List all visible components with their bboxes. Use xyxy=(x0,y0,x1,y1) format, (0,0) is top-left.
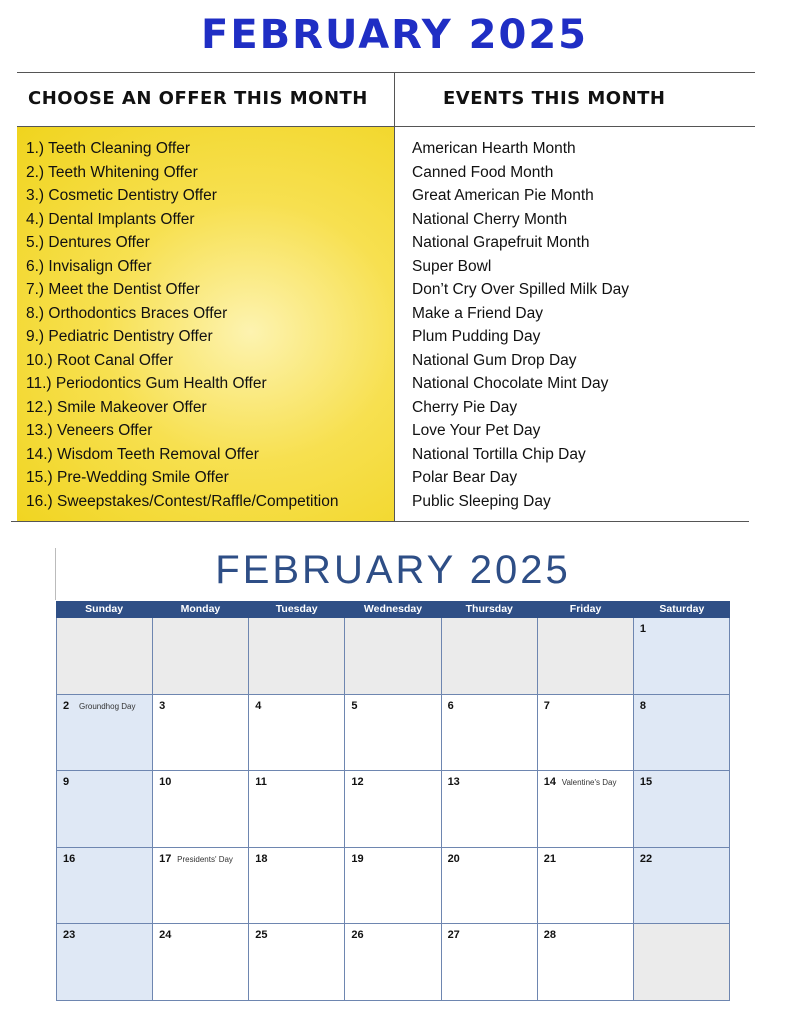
event-item: Great American Pie Month xyxy=(412,187,594,204)
day-number: 24 xyxy=(159,929,172,942)
calendar-day-cell xyxy=(442,771,538,848)
calendar-day-cell xyxy=(57,695,153,772)
offer-item: 7.) Meet the Dentist Offer xyxy=(26,281,200,298)
offer-item: 3.) Cosmetic Dentistry Offer xyxy=(26,187,217,204)
offers-column-header: CHOOSE AN OFFER THIS MONTH xyxy=(28,88,368,109)
calendar-day-cell xyxy=(634,618,730,695)
calendar-day-cell xyxy=(345,848,441,925)
event-item: American Hearth Month xyxy=(412,140,576,157)
day-number: 26 xyxy=(351,929,364,942)
day-number: 23 xyxy=(63,929,76,942)
calendar-empty-cell xyxy=(249,618,345,695)
offer-item: 10.) Root Canal Offer xyxy=(26,351,174,369)
calendar-empty-cell xyxy=(634,924,730,1001)
event-item: Public Sleeping Day xyxy=(412,492,551,510)
event-item: National Grapefruit Month xyxy=(412,234,590,251)
day-number: 13 xyxy=(447,776,460,789)
event-item: National Gum Drop Day xyxy=(412,351,577,369)
event-item: Love Your Pet Day xyxy=(412,422,541,439)
calendar-empty-cell xyxy=(153,618,249,695)
offer-item: 15.) Pre-Wedding Smile Offer xyxy=(26,469,229,486)
day-number: 9 xyxy=(63,776,70,789)
offer-item: 8.) Orthodontics Braces Offer xyxy=(26,304,228,322)
calendar-day-cell xyxy=(442,924,538,1001)
day-number: 11 xyxy=(255,776,267,789)
event-item: National Tortilla Chip Day xyxy=(412,445,586,463)
weekday-label: Wednesday xyxy=(363,603,423,615)
event-item: Plum Pudding Day xyxy=(412,328,541,345)
day-number: 4 xyxy=(255,699,262,712)
offer-item: 4.) Dental Implants Offer xyxy=(26,210,195,228)
event-item: Don’t Cry Over Spilled Milk Day xyxy=(412,281,630,298)
calendar-day-cell xyxy=(538,695,634,772)
calendar-day-cell xyxy=(538,771,634,848)
day-number: 10 xyxy=(159,776,172,789)
calendar-day-cell xyxy=(345,924,441,1001)
event-item: Make a Friend Day xyxy=(412,304,543,322)
event-item: National Cherry Month xyxy=(412,210,568,228)
offer-item: 14.) Wisdom Teeth Removal Offer xyxy=(26,445,259,463)
calendar-day-cell xyxy=(538,924,634,1001)
day-number: 5 xyxy=(351,699,358,712)
day-number: 20 xyxy=(447,852,460,865)
calendar xyxy=(56,601,730,1001)
day-number: 22 xyxy=(639,852,653,865)
calendar-day-cell xyxy=(634,771,730,848)
calendar-day-cell xyxy=(345,771,441,848)
event-item: Canned Food Month xyxy=(412,163,554,181)
calendar-title: FEBRUARY 2025 xyxy=(215,548,571,592)
calendar-day-cell xyxy=(153,771,249,848)
event-item: Cherry Pie Day xyxy=(412,398,518,416)
calendar-day-cell xyxy=(538,848,634,925)
day-number: 8 xyxy=(639,699,646,712)
event-item: Polar Bear Day xyxy=(412,469,518,486)
offer-item: 11.) Periodontics Gum Health Offer xyxy=(26,375,267,392)
calendar-day-cell xyxy=(442,695,538,772)
calendar-day-cell xyxy=(249,848,345,925)
weekday-label: Sunday xyxy=(85,603,124,615)
day-number: 21 xyxy=(543,852,556,865)
calendar-day-cell xyxy=(249,771,345,848)
day-number: 15 xyxy=(639,776,653,789)
calendar-day-cell xyxy=(57,848,153,925)
weekday-label: Thursday xyxy=(465,603,513,615)
calendar-day-cell xyxy=(345,695,441,772)
calendar-day-cell xyxy=(57,771,153,848)
offer-item: 5.) Dentures Offer xyxy=(26,234,150,251)
offer-item: 16.) Sweepstakes/Contest/Raffle/Competition xyxy=(26,492,339,510)
event-item: National Chocolate Mint Day xyxy=(412,375,609,392)
day-number: 25 xyxy=(255,929,268,942)
calendar-day-cell xyxy=(442,848,538,925)
offer-item: 12.) Smile Makeover Offer xyxy=(26,398,207,416)
day-number: 16 xyxy=(63,852,76,865)
weekday-label: Tuesday xyxy=(275,603,318,615)
events-column-header: EVENTS THIS MONTH xyxy=(443,88,666,109)
day-number: 17 xyxy=(159,852,172,865)
offer-item: 13.) Veneers Offer xyxy=(26,422,153,439)
offer-item: 2.) Teeth Whitening Offer xyxy=(26,163,198,181)
weekday-label: Friday xyxy=(569,603,602,615)
events-list xyxy=(412,137,629,513)
table-bottom-rule xyxy=(11,521,749,522)
weekday-label: Saturday xyxy=(659,603,705,615)
calendar-grid xyxy=(56,618,730,1001)
holiday-label: Presidents' Day xyxy=(177,854,233,864)
calendar-day-cell xyxy=(634,848,730,925)
calendar-empty-cell xyxy=(538,618,634,695)
day-number: 28 xyxy=(543,929,556,942)
day-number: 14 xyxy=(543,776,556,789)
calendar-day-cell xyxy=(57,924,153,1001)
event-item: Super Bowl xyxy=(412,257,492,275)
calendar-day-cell xyxy=(634,695,730,772)
day-number: 18 xyxy=(255,852,268,865)
day-number: 7 xyxy=(543,699,550,712)
offer-item: 9.) Pediatric Dentistry Offer xyxy=(26,328,213,345)
offers-list xyxy=(26,137,338,513)
day-number: 3 xyxy=(159,699,166,712)
offer-item: 1.) Teeth Cleaning Offer xyxy=(26,140,190,157)
calendar-weekday-header xyxy=(56,601,730,618)
holiday-label: Groundhog Day xyxy=(79,701,136,711)
day-number: 12 xyxy=(351,776,364,789)
page-title: FEBRUARY 2025 xyxy=(201,12,588,58)
calendar-empty-cell xyxy=(345,618,441,695)
calendar-empty-cell xyxy=(442,618,538,695)
day-number: 27 xyxy=(447,929,460,942)
day-number: 19 xyxy=(351,852,364,865)
column-divider xyxy=(394,72,395,521)
header-top-rule xyxy=(17,72,755,73)
calendar-day-cell xyxy=(153,848,249,925)
day-number: 2 xyxy=(63,699,70,712)
holiday-label: Valentine's Day xyxy=(561,778,617,788)
calendar-day-cell xyxy=(249,695,345,772)
calendar-day-cell xyxy=(153,695,249,772)
calendar-day-cell xyxy=(153,924,249,1001)
offer-item: 6.) Invisalign Offer xyxy=(26,257,152,275)
day-number: 1 xyxy=(639,623,646,635)
calendar-day-cell xyxy=(249,924,345,1001)
day-number: 6 xyxy=(447,699,454,712)
weekday-label: Monday xyxy=(180,603,221,615)
calendar-empty-cell xyxy=(57,618,153,695)
